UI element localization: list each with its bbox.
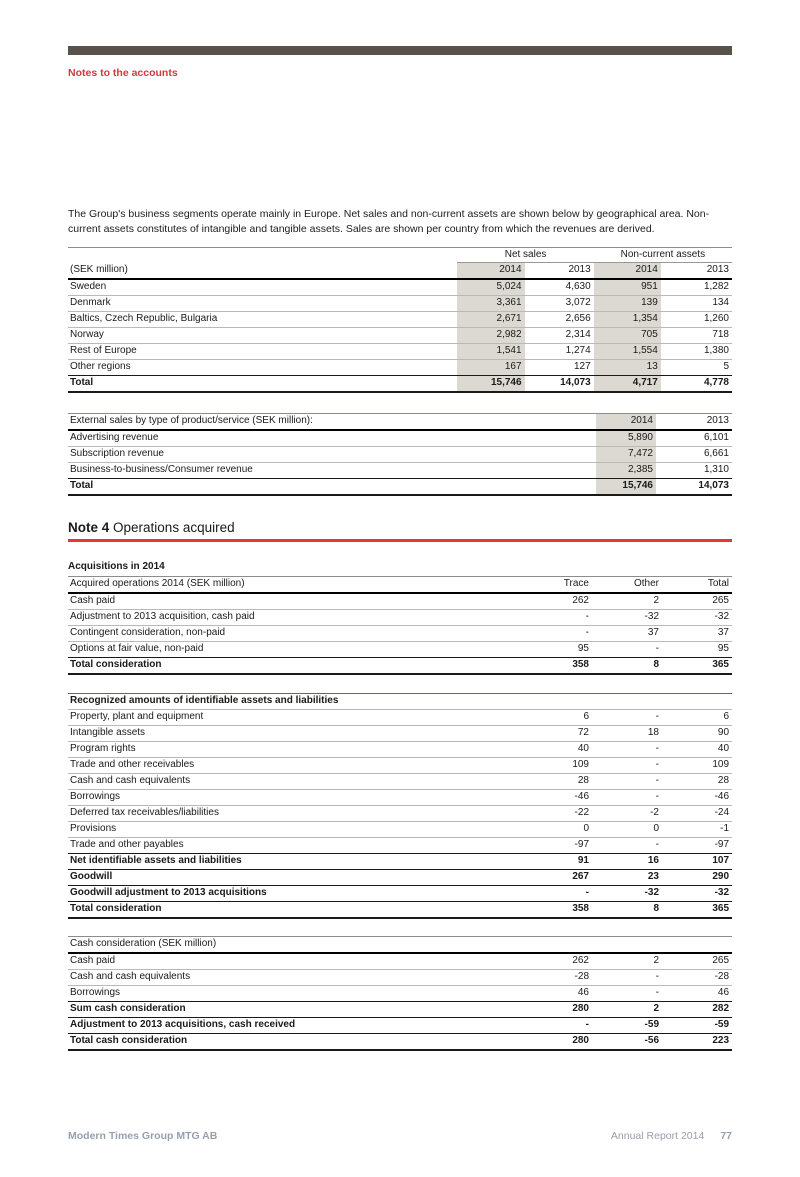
table-row <box>68 311 732 327</box>
column-header-year: 2014 <box>596 413 656 430</box>
section-header-row <box>68 693 732 709</box>
cell-value: 5,024 <box>457 279 524 296</box>
row-label: Adjustment to 2013 acquisitions, cash received <box>68 1017 522 1033</box>
table-row <box>68 359 732 375</box>
footer-page-number: 77 <box>720 1130 732 1142</box>
cell-value: 267 <box>522 869 592 885</box>
cell-value: 5,890 <box>596 430 656 447</box>
column-header-label: Acquired operations 2014 (SEK million) <box>68 576 522 593</box>
cell-value: -32 <box>662 885 732 901</box>
table-row <box>68 741 732 757</box>
cell-value: 13 <box>594 359 661 375</box>
geo-segments-table <box>68 247 732 393</box>
note-title: Operations acquired <box>113 519 235 535</box>
row-label: Borrowings <box>68 985 522 1001</box>
table-row <box>68 969 732 985</box>
cell-value: 6,661 <box>656 446 732 462</box>
cell-value: 16 <box>592 853 662 869</box>
cell-value: -32 <box>592 885 662 901</box>
row-label: Total <box>68 375 457 392</box>
row-label: Cash and cash equivalents <box>68 969 522 985</box>
cell-value: 15,746 <box>457 375 524 392</box>
recognized-amounts-table <box>68 693 732 919</box>
cell-value: - <box>592 741 662 757</box>
column-header-other: Other <box>592 576 662 593</box>
cell-value: 2,982 <box>457 327 524 343</box>
cell-value: 1,310 <box>656 462 732 478</box>
cell-value: 265 <box>662 593 732 610</box>
cell-value: 7,472 <box>596 446 656 462</box>
row-label: Borrowings <box>68 789 522 805</box>
cell-value: 282 <box>662 1001 732 1017</box>
page-content <box>68 46 732 1051</box>
cell-value: 37 <box>662 625 732 641</box>
table-row <box>68 821 732 837</box>
column-header-year: 2014 <box>457 262 524 279</box>
table-row <box>68 625 732 641</box>
row-label: Business-to-business/Consumer revenue <box>68 462 596 478</box>
cell-value: 2,656 <box>525 311 594 327</box>
acquisitions-heading: Acquisitions in 2014 <box>68 560 165 572</box>
cell-value: 37 <box>592 625 662 641</box>
row-label: Trade and other payables <box>68 837 522 853</box>
cell-value: - <box>592 985 662 1001</box>
column-header-year: 2013 <box>525 262 594 279</box>
row-label: Rest of Europe <box>68 343 457 359</box>
cell-value: - <box>592 789 662 805</box>
cell-value: 46 <box>522 985 592 1001</box>
row-label: Total consideration <box>68 901 522 918</box>
cell-value: 290 <box>662 869 732 885</box>
table-row <box>68 295 732 311</box>
cell-value: 46 <box>662 985 732 1001</box>
cell-value: - <box>522 885 592 901</box>
table-row <box>68 343 732 359</box>
cell-value: - <box>592 837 662 853</box>
row-label: Advertising revenue <box>68 430 596 447</box>
table-row <box>68 641 732 657</box>
row-label: Subscription revenue <box>68 446 596 462</box>
red-rule <box>68 539 732 542</box>
group-header-net-sales: Net sales <box>457 248 593 263</box>
cell-value: 1,541 <box>457 343 524 359</box>
cell-value: - <box>522 609 592 625</box>
cell-value: -24 <box>662 805 732 821</box>
cell-value: -32 <box>662 609 732 625</box>
cell-value: 28 <box>522 773 592 789</box>
cell-value: - <box>522 1017 592 1033</box>
cell-value: 2,671 <box>457 311 524 327</box>
row-label: Sweden <box>68 279 457 296</box>
cell-value: 1,282 <box>661 279 732 296</box>
row-label: Trade and other receivables <box>68 757 522 773</box>
cell-value: 4,630 <box>525 279 594 296</box>
note-heading <box>68 520 732 535</box>
cell-value: 127 <box>525 359 594 375</box>
cell-value: 40 <box>522 741 592 757</box>
cell-value: 95 <box>662 641 732 657</box>
table-row <box>68 446 732 462</box>
row-label: Options at fair value, non-paid <box>68 641 522 657</box>
section-header-row <box>68 936 732 953</box>
row-label: Cash and cash equivalents <box>68 773 522 789</box>
cell-value: - <box>592 757 662 773</box>
cell-value: 23 <box>592 869 662 885</box>
spacer-cell <box>68 248 457 263</box>
row-label: Program rights <box>68 741 522 757</box>
cell-value: -97 <box>662 837 732 853</box>
footer-report-title: Annual Report 2014 <box>610 1130 705 1142</box>
cell-value: 107 <box>662 853 732 869</box>
cell-value: 280 <box>522 1001 592 1017</box>
table-row <box>68 375 732 392</box>
cell-value: 95 <box>522 641 592 657</box>
cell-value: 6 <box>662 709 732 725</box>
table-row <box>68 609 732 625</box>
column-header-year: 2014 <box>594 262 661 279</box>
cell-value: 6 <box>522 709 592 725</box>
row-label: Contingent consideration, non-paid <box>68 625 522 641</box>
cell-value: 8 <box>592 657 662 674</box>
cell-value: 14,073 <box>525 375 594 392</box>
table-row <box>68 805 732 821</box>
table-row <box>68 837 732 853</box>
row-label: Goodwill adjustment to 2013 acquisitions <box>68 885 522 901</box>
table-row <box>68 430 732 447</box>
cell-value: 5 <box>661 359 732 375</box>
cell-value: 0 <box>522 821 592 837</box>
cell-value: 15,746 <box>596 478 656 495</box>
table-row <box>68 478 732 495</box>
table-row <box>68 901 732 918</box>
table-row <box>68 869 732 885</box>
cell-value: 8 <box>592 901 662 918</box>
cell-value: -2 <box>592 805 662 821</box>
row-label: Deferred tax receivables/liabilities <box>68 805 522 821</box>
cell-value: -97 <box>522 837 592 853</box>
cell-value: -59 <box>662 1017 732 1033</box>
cell-value: 40 <box>662 741 732 757</box>
cell-value: 262 <box>522 953 592 970</box>
cell-value: - <box>592 709 662 725</box>
column-header-label: (SEK million) <box>68 262 457 279</box>
table-row <box>68 593 732 610</box>
cell-value: 6,101 <box>656 430 732 447</box>
group-header-non-current-assets: Non-current assets <box>594 248 732 263</box>
column-header-total: Total <box>662 576 732 593</box>
cell-value: 1,354 <box>594 311 661 327</box>
cell-value: 1,274 <box>525 343 594 359</box>
cell-value: 2 <box>592 1001 662 1017</box>
row-label: Net identifiable assets and liabilities <box>68 853 522 869</box>
row-label: Baltics, Czech Republic, Bulgaria <box>68 311 457 327</box>
cell-value: -22 <box>522 805 592 821</box>
cell-value: -28 <box>662 969 732 985</box>
cell-value: 3,072 <box>525 295 594 311</box>
cell-value: 167 <box>457 359 524 375</box>
cell-value: -46 <box>662 789 732 805</box>
table-row <box>68 709 732 725</box>
row-label: Cash paid <box>68 593 522 610</box>
table-row <box>68 1001 732 1017</box>
cell-value: 18 <box>592 725 662 741</box>
acquired-operations-table <box>68 576 732 675</box>
cell-value: -59 <box>592 1017 662 1033</box>
page-footer <box>68 1130 732 1142</box>
group-header-row <box>68 248 732 263</box>
table-row <box>68 725 732 741</box>
table-row <box>68 773 732 789</box>
top-rule-bar <box>68 46 732 55</box>
cell-value: 280 <box>522 1033 592 1050</box>
row-label: Other regions <box>68 359 457 375</box>
cell-value: 72 <box>522 725 592 741</box>
row-label: Total <box>68 478 596 495</box>
intro-paragraph: The Group's business segments operate mainly in Europe. Net sales and non-current assets are shown below by geographical area. Non-current assets constitutes of intangible and tangible assets. Sales are shown per country from which the revenues are derived. <box>68 208 710 235</box>
cell-value: 90 <box>662 725 732 741</box>
row-label: Cash paid <box>68 953 522 970</box>
cell-value: 2 <box>592 953 662 970</box>
cell-value: 358 <box>522 901 592 918</box>
cell-value: 705 <box>594 327 661 343</box>
table-row <box>68 757 732 773</box>
cell-value: 139 <box>594 295 661 311</box>
cell-value: 1,380 <box>661 343 732 359</box>
table-row <box>68 327 732 343</box>
cell-value: -28 <box>522 969 592 985</box>
row-label: Denmark <box>68 295 457 311</box>
table-row <box>68 462 732 478</box>
cell-value: 365 <box>662 901 732 918</box>
table-row <box>68 985 732 1001</box>
table-row <box>68 279 732 296</box>
cell-value: -56 <box>592 1033 662 1050</box>
cell-value: 2,385 <box>596 462 656 478</box>
table-row <box>68 1033 732 1050</box>
cell-value: 2,314 <box>525 327 594 343</box>
cell-value: 1,554 <box>594 343 661 359</box>
cell-value: - <box>522 625 592 641</box>
cell-value: 223 <box>662 1033 732 1050</box>
cell-value: 365 <box>662 657 732 674</box>
cell-value: - <box>592 773 662 789</box>
column-header-year: 2013 <box>661 262 732 279</box>
cell-value: 109 <box>522 757 592 773</box>
table-row <box>68 1017 732 1033</box>
cell-value: 3,361 <box>457 295 524 311</box>
table-row <box>68 657 732 674</box>
row-label: Goodwill <box>68 869 522 885</box>
row-label: Sum cash consideration <box>68 1001 522 1017</box>
cell-value: 109 <box>662 757 732 773</box>
section-header-label: Recognized amounts of identifiable assets and liabilities <box>68 693 732 709</box>
footer-company: Modern Times Group MTG AB <box>68 1130 218 1142</box>
cell-value: 28 <box>662 773 732 789</box>
row-label: Total consideration <box>68 657 522 674</box>
cell-value: 1,260 <box>661 311 732 327</box>
cell-value: -46 <box>522 789 592 805</box>
row-label: Norway <box>68 327 457 343</box>
row-label: Provisions <box>68 821 522 837</box>
cell-value: -32 <box>592 609 662 625</box>
cell-value: 718 <box>661 327 732 343</box>
section-header-label: Cash consideration (SEK million) <box>68 936 732 953</box>
cash-consideration-table <box>68 936 732 1051</box>
table-row <box>68 953 732 970</box>
cell-value: 4,778 <box>661 375 732 392</box>
cell-value: 951 <box>594 279 661 296</box>
cell-value: 0 <box>592 821 662 837</box>
section-label: Notes to the accounts <box>68 67 178 79</box>
cell-value: 134 <box>661 295 732 311</box>
row-label: Total cash consideration <box>68 1033 522 1050</box>
row-label: Adjustment to 2013 acquisition, cash paid <box>68 609 522 625</box>
row-label: Property, plant and equipment <box>68 709 522 725</box>
cell-value: 262 <box>522 593 592 610</box>
column-header-year: 2013 <box>656 413 732 430</box>
column-header-row <box>68 413 732 430</box>
column-header-label: External sales by type of product/service (SEK million): <box>68 413 596 430</box>
cell-value: - <box>592 641 662 657</box>
cell-value: 358 <box>522 657 592 674</box>
table-row <box>68 789 732 805</box>
cell-value: - <box>592 969 662 985</box>
row-label: Intangible assets <box>68 725 522 741</box>
cell-value: 265 <box>662 953 732 970</box>
cell-value: 2 <box>592 593 662 610</box>
note-number: Note 4 <box>68 519 110 535</box>
column-header-row <box>68 262 732 279</box>
sales-type-table <box>68 413 732 496</box>
table-row <box>68 885 732 901</box>
cell-value: 14,073 <box>656 478 732 495</box>
cell-value: 91 <box>522 853 592 869</box>
column-header-trace: Trace <box>522 576 592 593</box>
column-header-row <box>68 576 732 593</box>
table-row <box>68 853 732 869</box>
cell-value: 4,717 <box>594 375 661 392</box>
cell-value: -1 <box>662 821 732 837</box>
